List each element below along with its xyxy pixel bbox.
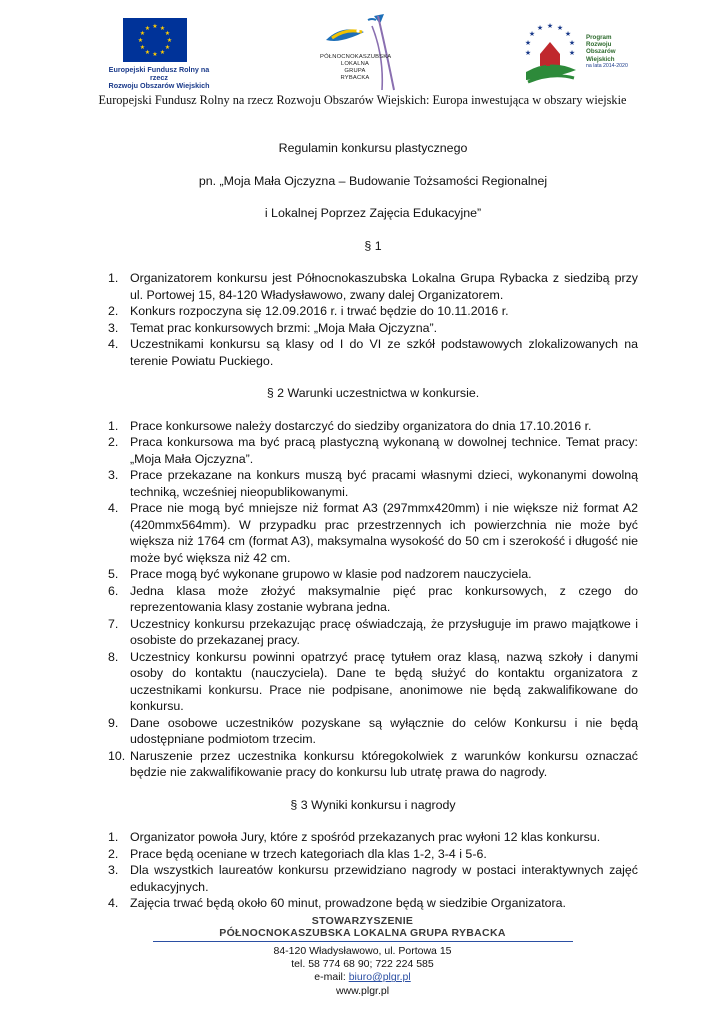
lgr-line2: LOKALNA bbox=[340, 61, 370, 67]
list-item: 4. Zajęcia trwać będą około 60 minut, prowadzone będą w siedzibie Organizatora. bbox=[108, 896, 566, 910]
eu-caption-line2: Rozwoju Obszarów Wiejskich bbox=[108, 81, 210, 90]
svg-text:★: ★ bbox=[152, 51, 158, 58]
lgr-logo bbox=[312, 10, 412, 98]
svg-text:★: ★ bbox=[166, 37, 173, 44]
lgr-line1: PÓŁNOCNOKASZUBSKA bbox=[320, 54, 392, 60]
svg-text:★: ★ bbox=[536, 24, 544, 32]
footer bbox=[0, 915, 725, 998]
list-item: 2. Prace będą oceniane w trzech kategoriach dla klas 1-2, 3-4 i 5-6. bbox=[108, 846, 487, 861]
footer-org-line1: STOWARZYSZENIE bbox=[311, 915, 414, 927]
list-item: 10. Naruszenie przez uczestnika konkursu któregokolwiek z warunków konkursu oznaczać będzie nie zakwalifikowanie pracy do konkursu lub utratę prawa do nagrody. bbox=[108, 748, 638, 779]
section2-list bbox=[108, 418, 638, 781]
svg-text:★: ★ bbox=[564, 30, 572, 38]
footer-email-link[interactable]: biuro@plgr.pl bbox=[348, 971, 411, 984]
regulations-content bbox=[108, 140, 638, 912]
section2-heading: § 2 Warunki uczestnictwa w konkursie. bbox=[266, 386, 480, 400]
svg-text:★: ★ bbox=[556, 24, 564, 32]
section1-list bbox=[108, 270, 638, 369]
svg-text:★: ★ bbox=[144, 49, 151, 56]
list-item: 2. Praca konkursowa ma być pracą plastyczną wykonaną w dowolnej technice. Temat pracy: „Moja Mała Ojczyzna”. bbox=[108, 435, 638, 466]
eu-fund-logo bbox=[103, 18, 215, 90]
svg-text:★: ★ bbox=[159, 49, 166, 56]
eu-flag-icon bbox=[123, 18, 187, 62]
list-item: 3. Dla wszystkich laureatów konkursu przewidziano nagrody w postaci interaktywnych zajęć edukacyjnych. bbox=[108, 863, 638, 894]
prow-emblem-icon bbox=[516, 18, 584, 90]
document-title: Regulamin konkursu plastycznego bbox=[278, 141, 468, 155]
header-tagline: Europejski Fundusz Rolny na rzecz Rozwoju Obszarów Wiejskich: Europa inwestująca w obszary wiejskie bbox=[98, 93, 627, 107]
footer-email-label: e-mail: bbox=[314, 971, 349, 984]
list-item: 8. Uczestnicy konkursu powinni opatrzyć pracę tytułem oraz klasą, nazwą szkoły i danymi osoby do kontaktu (nauczyciela). Dane te będą służyć do kontaktu organizatora z uczestnikami konkursu. Prace nie podpisane, anonimowe nie będą zakwalifikowane do konkursu. bbox=[108, 649, 638, 713]
svg-text:★: ★ bbox=[528, 30, 536, 38]
list-item: 7. Uczestnicy konkursu przekazując pracę oświadczają, że przysługuje im prawo majątkowe i osobiste do przekazanej pracy. bbox=[108, 616, 638, 647]
footer-website[interactable]: www.plgr.pl bbox=[335, 984, 390, 997]
list-item: 1. Organizator powoła Jury, które z spośród przekazanych prac wyłoni 12 klas konkursu. bbox=[108, 830, 601, 844]
document-title-line2: pn. „Moja Mała Ojczyzna – Budowanie Tożsamości Regionalnej bbox=[198, 173, 548, 188]
section3-list bbox=[108, 829, 638, 912]
prow-logo bbox=[516, 18, 636, 90]
footer-address: 84-120 Władysławowo, ul. Portowa 15 bbox=[273, 945, 452, 957]
svg-text:★: ★ bbox=[139, 44, 146, 51]
prow-line4: Wiejskich bbox=[586, 55, 615, 63]
list-item: 3. Temat prac konkursowych brzmi: „Moja Mała Ojczyzna”. bbox=[108, 320, 438, 335]
section3-heading: § 3 Wyniki konkursu i nagrody bbox=[290, 797, 456, 812]
svg-text:★: ★ bbox=[159, 25, 166, 32]
svg-text:★: ★ bbox=[144, 25, 151, 32]
lgr-line3: GRUPA bbox=[344, 68, 366, 74]
eu-caption-line1: Europejski Fundusz Rolny na rzecz bbox=[108, 65, 210, 82]
svg-text:★: ★ bbox=[137, 37, 144, 44]
footer-org-line2: PÓŁNOCNOKASZUBSKA LOKALNA GRUPA RYBACKA bbox=[219, 927, 506, 939]
svg-text:★: ★ bbox=[139, 30, 146, 37]
svg-text:★: ★ bbox=[568, 39, 576, 47]
document-title-line3: i Lokalnej Poprzez Zajęcia Edukacyjne” bbox=[264, 206, 482, 220]
list-item: 4. Prace nie mogą być mniejsze niż format A3 (297mmx420mm) i nie większe niż format A2 (420mmx564mm). W przypadku prac przestrzennych ich powierzchnia nie może być większa niż 1764 cm (format A3), maksymalna wysokość do 50 cm i szerokość i długość nie może być większa niż 42 cm. bbox=[108, 501, 638, 565]
svg-text:★: ★ bbox=[524, 39, 532, 47]
svg-text:★: ★ bbox=[164, 44, 171, 51]
footer-divider bbox=[153, 941, 573, 942]
svg-text:★: ★ bbox=[164, 30, 171, 37]
list-item: 9. Dane osobowe uczestników pozyskane są wyłącznie do celów Konkursu i nie będą udostępniane podmiotom trzecim. bbox=[108, 715, 638, 746]
prow-line2: Rozwoju bbox=[586, 41, 612, 49]
header-logos bbox=[0, 8, 725, 98]
lgr-line4: RYBACKA bbox=[340, 75, 370, 81]
svg-text:★: ★ bbox=[524, 49, 532, 57]
prow-line3: Obszarów bbox=[586, 48, 616, 56]
list-item: 2. Konkurs rozpoczyna się 12.09.2016 r. i trwać będzie do 10.11.2016 r. bbox=[108, 304, 509, 318]
section1-heading: § 1 bbox=[364, 238, 382, 253]
list-item: 4. Uczestnikami konkursu są klasy od I do VI ze szkół podstawowych zlokalizowanych na terenie Powiatu Puckiego. bbox=[108, 337, 638, 368]
list-item: 5. Prace mogą być wykonane grupowo w klasie pod nadzorem nauczyciela. bbox=[108, 567, 532, 581]
footer-phone: tel. 58 774 68 90; 722 224 585 bbox=[291, 958, 434, 971]
svg-text:★: ★ bbox=[568, 49, 576, 57]
list-item: 1. Prace konkursowe należy dostarczyć do siedziby organizatora do dnia 17.10.2016 r. bbox=[108, 418, 592, 433]
footer-email-row bbox=[0, 971, 725, 984]
list-item: 3. Prace przekazane na konkurs muszą być pracami własnymi dzieci, wykonanymi dowolną techniką, wcześniej nieopublikowanymi. bbox=[108, 468, 638, 499]
list-item: 1. Organizatorem konkursu jest Północnokaszubska Lokalna Grupa Rybacka z siedzibą przy ul. Portowej 15, 84-120 Władysławowo, zwany dalej Organizatorem. bbox=[108, 271, 638, 302]
prow-line5: na lata 2014-2020 bbox=[586, 62, 628, 69]
list-item: 6. Jedna klasa może złożyć maksymalnie pięć prac konkursowych, z czego do reprezentowania klasy zostanie wybrana jedna. bbox=[108, 583, 638, 614]
svg-text:★: ★ bbox=[546, 22, 554, 30]
prow-line1: Program bbox=[586, 34, 612, 41]
svg-text:★: ★ bbox=[152, 23, 158, 30]
